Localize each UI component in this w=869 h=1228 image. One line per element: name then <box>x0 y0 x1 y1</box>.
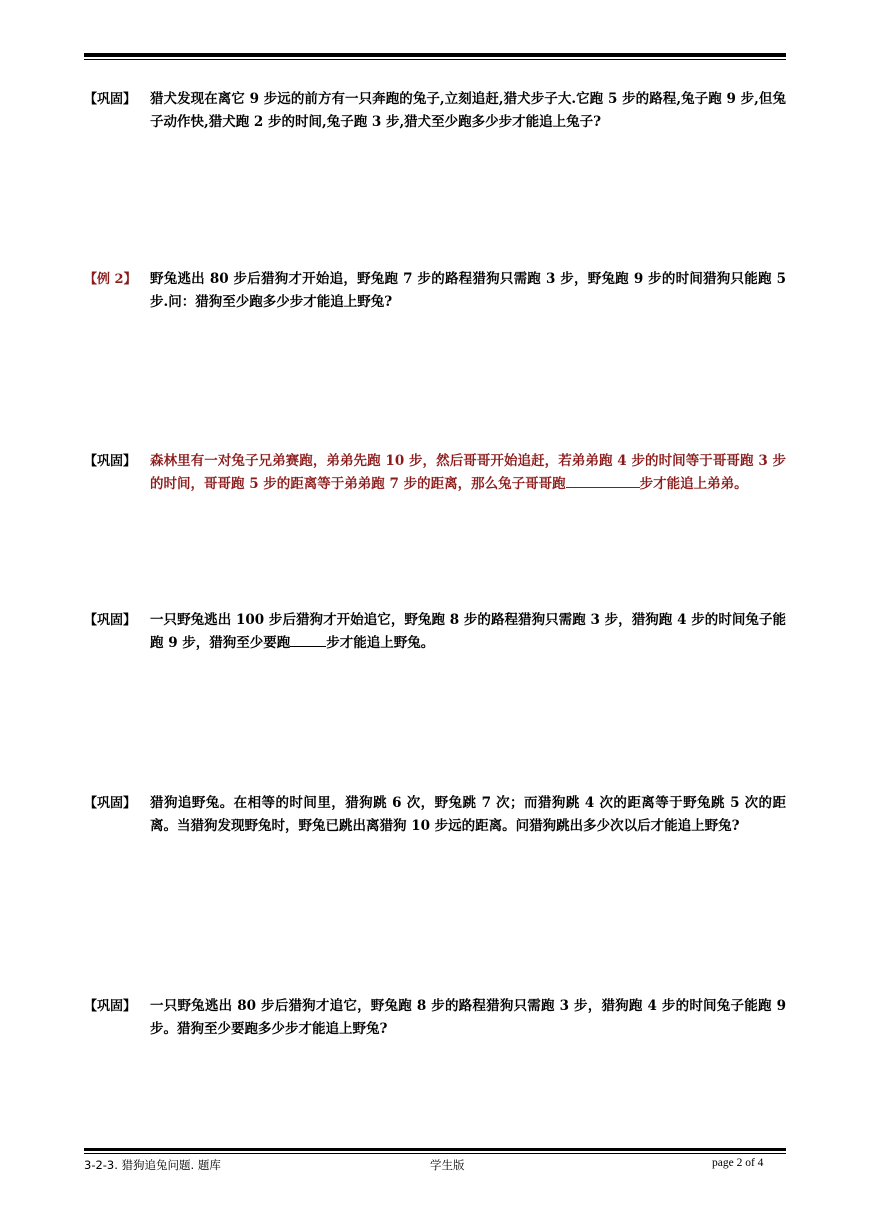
problem-text-before: 森林里有一对兔子兄弟赛跑，弟弟先跑 10 步，然后哥哥开始追赶，若弟弟跑 4 步的时间等于哥哥跑 3 步的时间，哥哥跑 5 步的距离等于弟弟跑 7 步的距离，那么兔子哥哥跑 <box>150 453 786 492</box>
problem-tag: 【巩固】 <box>84 92 137 107</box>
footer-rule-thick <box>84 1148 786 1151</box>
problem-6 <box>84 995 786 1041</box>
problem-text-after: 步才能追上野兔。 <box>326 635 435 651</box>
answer-blank <box>566 473 640 488</box>
problem-text: 一只野兔逃出 80 步后猎狗才追它，野兔跑 8 步的路程猎狗只需跑 3 步，猎狗跑 4 步的时间兔子能跑 9 步。猎狗至少要跑多少步才能追上野兔? <box>150 998 786 1037</box>
problem-example-2 <box>84 268 786 314</box>
footer-rule-thin <box>84 1153 786 1154</box>
problem-text-after: 步才能追上弟弟。 <box>639 476 748 492</box>
problem-tag: 【巩固】 <box>84 999 137 1014</box>
problem-tag: 【巩固】 <box>84 613 137 628</box>
problem-4 <box>84 609 786 655</box>
problem-text-before: 一只野兔逃出 100 步后猎狗才开始追它，野兔跑 8 步的路程猎狗只需跑 3 步，猎狗跑 4 步的时间兔子能跑 9 步，猎狗至少要跑 <box>150 612 786 651</box>
footer-edition: 学生版 <box>430 1158 465 1172</box>
problem-text <box>150 450 786 496</box>
problem-text: 野兔逃出 80 步后猎狗才开始追，野兔跑 7 步的路程猎狗只需跑 3 步，野兔跑 9 步的时间猎狗只能跑 5 步.问：猎狗至少跑多少步才能追上野兔? <box>150 271 786 310</box>
footer-page-number: page 2 of 4 <box>712 1157 764 1169</box>
problem-text <box>150 609 786 655</box>
problem-tag: 【例 2】 <box>84 272 137 287</box>
header-rule-thin <box>84 59 786 60</box>
problem-5 <box>84 792 786 838</box>
problem-tag: 【巩固】 <box>84 796 137 811</box>
header-rule-thick <box>84 53 786 57</box>
answer-blank <box>290 632 326 647</box>
problem-text: 猎狗追野兔。在相等的时间里，猎狗跳 6 次，野兔跳 7 次；而猎狗跳 4 次的距离等于野兔跳 5 次的距离。当猎狗发现野兔时，野兔已跳出离猎狗 10 步远的距离。问猎狗跳出多少次以后才能追上野兔? <box>150 795 786 834</box>
problem-1 <box>84 88 786 134</box>
problem-text: 猎犬发现在离它 9 步远的前方有一只奔跑的兔子,立刻追赶,猎犬步子大.它跑 5 步的路程,兔子跑 9 步,但兔子动作快,猎犬跑 2 步的时间,兔子跑 3 步,猎犬至少跑多少步才能追上兔子? <box>150 91 786 130</box>
problem-3 <box>84 450 786 496</box>
footer-document-title: 3-2-3. 猎狗追兔问题. 题库 <box>84 1158 221 1172</box>
problem-tag: 【巩固】 <box>84 454 137 469</box>
